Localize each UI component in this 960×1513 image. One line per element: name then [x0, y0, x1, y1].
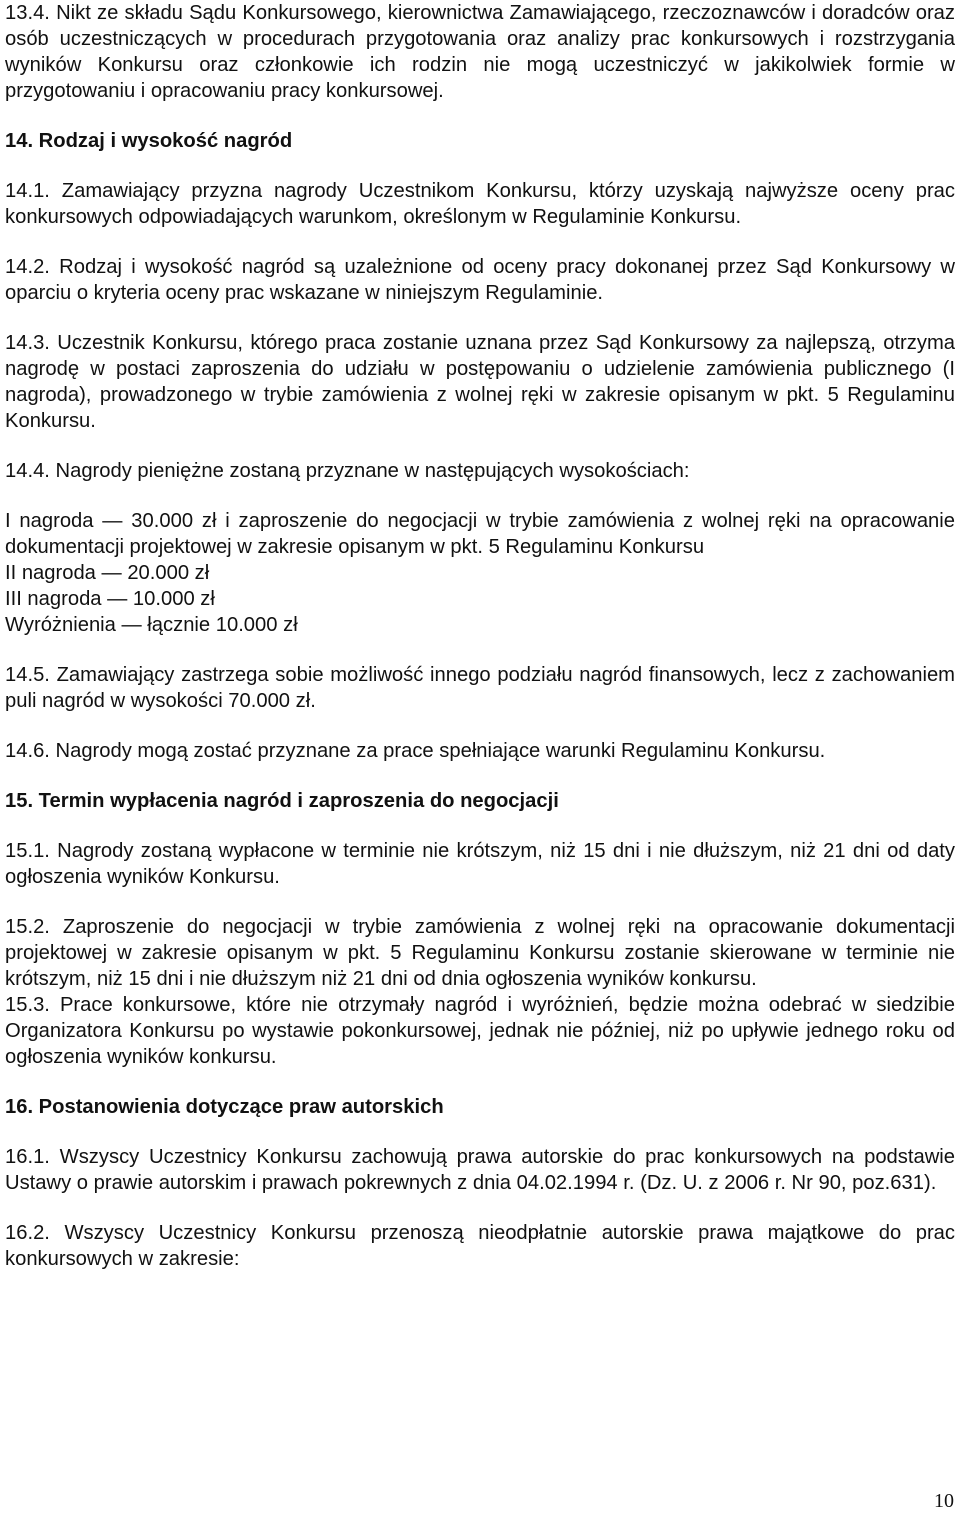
- paragraph-14-5: 14.5. Zamawiający zastrzega sobie możliwość innego podziału nagród finansowych, lecz z zachowaniem puli nagród w wysokości 70.000 zł.: [5, 664, 955, 712]
- paragraph-16-1: 16.1. Wszyscy Uczestnicy Konkursu zachowują prawa autorskie do prac konkursowych na podstawie Ustawy o prawie autorskim i prawach pokrewnych z dnia 04.02.1994 r. (Dz. U. z 2006 r. Nr 90, poz.631).: [5, 1146, 955, 1194]
- paragraph-14-4: 14.4. Nagrody pieniężne zostaną przyznane w następujących wysokościach:: [5, 460, 690, 482]
- paragraph-14-1: 14.1. Zamawiający przyzna nagrody Uczestnikom Konkursu, którzy uzyskają najwyższe oceny prac konkursowych odpowiadających warunkom, określonym w Regulaminie Konkursu.: [5, 180, 955, 228]
- section-heading-16: 16. Postanowienia dotyczące praw autorskich: [5, 1096, 444, 1118]
- paragraph-15-2: 15.2. Zaproszenie do negocjacji w trybie zamówienia z wolnej ręki na opracowanie dokumentacji projektowej w zakresie opisanym w pkt. 5 Regulaminu Konkursu zostanie skierowane w terminie nie krótszym, niż 15 dni i nie dłuższym niż 21 dni od dnia ogłoszenia wyników konkursu.: [5, 916, 955, 990]
- document-page: [5, 0, 955, 1272]
- prize-honorable-mentions: Wyróżnienia — łącznie 10.000 zł: [5, 614, 298, 636]
- paragraph-14-6: 14.6. Nagrody mogą zostać przyznane za prace spełniające warunki Regulaminu Konkursu.: [5, 740, 826, 762]
- prize-first: I nagroda — 30.000 zł i zaproszenie do negocjacji w trybie zamówienia z wolnej ręki na opracowanie dokumentacji projektowej w zakresie opisanym w pkt. 5 Regulaminu Konkursu: [5, 510, 955, 558]
- page-number: 10: [934, 1490, 954, 1512]
- paragraph-14-3: 14.3. Uczestnik Konkursu, którego praca zostanie uznana przez Sąd Konkursowy za najlepszą, otrzyma nagrodę w postaci zaproszenia do udziału w postępowaniu o udzielenie zamówienia publicznego (I nagroda), prowadzonego w trybie zamówienia z wolnej ręki w zakresie opisanym w pkt. 5 Regulaminu Konkursu.: [5, 332, 955, 432]
- paragraph-13-4: 13.4. Nikt ze składu Sądu Konkursowego, kierownictwa Zamawiającego, rzeczoznawców i doradców oraz osób uczestniczących w procedurach przygotowania oraz analizy prac konkursowych i rozstrzygania wyników Konkursu oraz członkowie ich rodzin nie mogą uczestniczyć w jakikolwiek formie w przygotowaniu i opracowaniu pracy konkursowej.: [5, 2, 955, 102]
- paragraph-14-2: 14.2. Rodzaj i wysokość nagród są uzależnione od oceny pracy dokonanej przez Sąd Konkursowy w oparciu o kryteria oceny prac wskazane w niniejszym Regulaminie.: [5, 256, 955, 304]
- section-heading-15: 15. Termin wypłacenia nagród i zaproszenia do negocjacji: [5, 790, 559, 812]
- paragraph-15-1: 15.1. Nagrody zostaną wypłacone w terminie nie krótszym, niż 15 dni i nie dłuższym, niż 21 dni od daty ogłoszenia wyników Konkursu.: [5, 840, 955, 888]
- paragraph-15-3: 15.3. Prace konkursowe, które nie otrzymały nagród i wyróżnień, będzie można odebrać w siedzibie Organizatora Konkursu po wystawie pokonkursowej, jednak nie później, niż po upływie jednego roku od ogłoszenia wyników konkursu.: [5, 994, 955, 1068]
- prize-second: II nagroda — 20.000 zł: [5, 562, 210, 584]
- prize-third: III nagroda — 10.000 zł: [5, 588, 215, 610]
- section-heading-14: 14. Rodzaj i wysokość nagród: [5, 130, 293, 152]
- paragraph-16-2: 16.2. Wszyscy Uczestnicy Konkursu przenoszą nieodpłatnie autorskie prawa majątkowe do prac konkursowych w zakresie:: [5, 1222, 955, 1270]
